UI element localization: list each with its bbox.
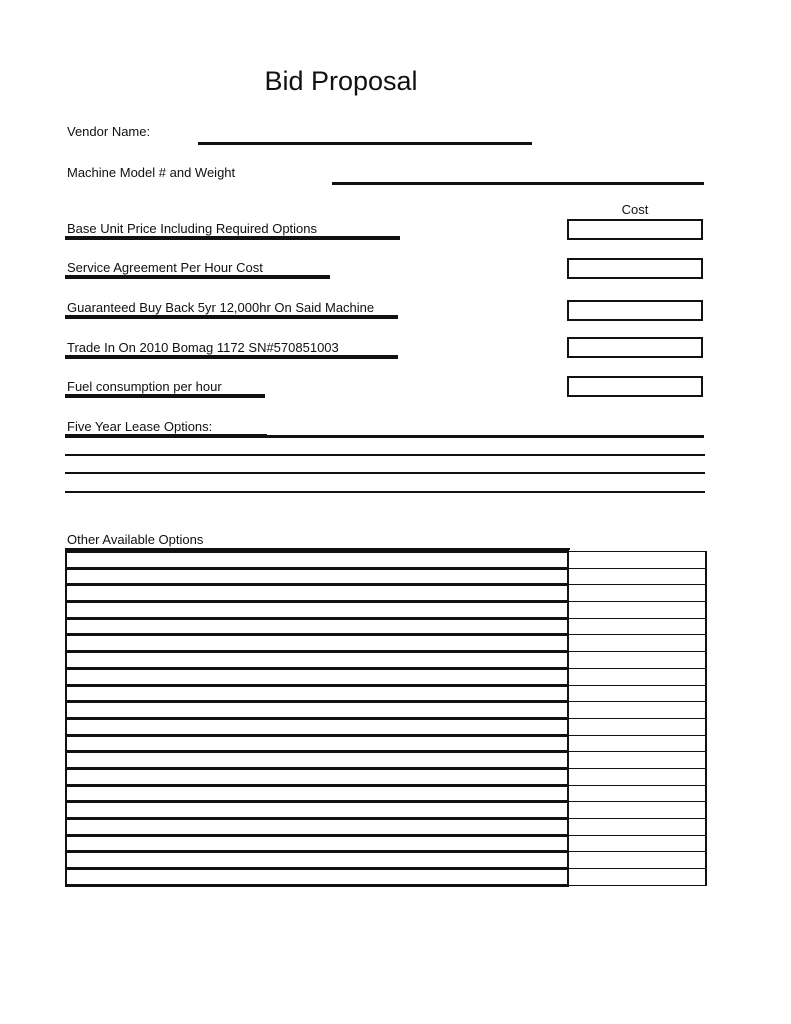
option-description-cell[interactable]: [66, 869, 568, 886]
option-cost-cell[interactable]: [568, 585, 706, 602]
option-cost-cell[interactable]: [568, 735, 706, 752]
option-description-cell[interactable]: [66, 585, 568, 602]
guaranteed-buy-back-label: Guaranteed Buy Back 5yr 12,000hr On Said Machine: [67, 300, 375, 315]
option-cost-cell[interactable]: [568, 768, 706, 785]
option-cost-cell[interactable]: [568, 685, 706, 702]
guaranteed-buy-back-cost-box[interactable]: [567, 300, 703, 321]
trade-in-underline: [65, 355, 398, 359]
machine-model-label: Machine Model # and Weight: [67, 165, 236, 180]
option-description-cell[interactable]: [66, 635, 568, 652]
option-description-cell[interactable]: [66, 819, 568, 836]
vendor-name-input-line[interactable]: [198, 142, 532, 145]
option-row: [66, 718, 706, 735]
option-description-cell[interactable]: [66, 568, 568, 585]
option-row: [66, 635, 706, 652]
option-row: [66, 835, 706, 852]
option-description-cell[interactable]: [66, 752, 568, 769]
option-row: [66, 752, 706, 769]
base-unit-price-cost-box[interactable]: [567, 219, 703, 240]
option-description-cell[interactable]: [66, 768, 568, 785]
option-description-cell[interactable]: [66, 735, 568, 752]
option-description-cell[interactable]: [66, 785, 568, 802]
machine-model-input-line[interactable]: [332, 182, 704, 185]
five-year-lease-label: Five Year Lease Options:: [67, 419, 213, 434]
option-row: [66, 602, 706, 619]
option-row: [66, 802, 706, 819]
option-row: [66, 568, 706, 585]
option-description-cell[interactable]: [66, 668, 568, 685]
option-row: [66, 768, 706, 785]
fuel-consumption-underline: [65, 394, 265, 398]
option-row: [66, 668, 706, 685]
option-cost-cell[interactable]: [568, 618, 706, 635]
option-cost-cell[interactable]: [568, 752, 706, 769]
option-cost-cell[interactable]: [568, 552, 706, 569]
lease-option-line-2[interactable]: [65, 454, 705, 456]
option-row: [66, 869, 706, 886]
option-row: [66, 652, 706, 669]
fuel-consumption-cost-box[interactable]: [567, 376, 703, 397]
option-description-cell[interactable]: [66, 835, 568, 852]
service-agreement-label: Service Agreement Per Hour Cost: [67, 260, 263, 275]
option-cost-cell[interactable]: [568, 869, 706, 886]
base-unit-price-underline: [65, 236, 400, 240]
trade-in-cost-box[interactable]: [567, 337, 703, 358]
service-agreement-underline: [65, 275, 330, 279]
option-cost-cell[interactable]: [568, 802, 706, 819]
option-description-cell[interactable]: [66, 552, 568, 569]
options-table: [65, 550, 707, 887]
option-description-cell[interactable]: [66, 685, 568, 702]
lease-option-line-3[interactable]: [65, 472, 705, 474]
guaranteed-buy-back-underline: [65, 315, 398, 319]
option-cost-cell[interactable]: [568, 718, 706, 735]
option-row: [66, 819, 706, 836]
vendor-name-label: Vendor Name:: [67, 124, 151, 139]
option-row: [66, 785, 706, 802]
option-row: [66, 852, 706, 869]
option-description-cell[interactable]: [66, 852, 568, 869]
page-title: Bid Proposal: [264, 66, 418, 96]
option-description-cell[interactable]: [66, 602, 568, 619]
fuel-consumption-label: Fuel consumption per hour: [67, 379, 222, 394]
option-description-cell[interactable]: [66, 718, 568, 735]
five-year-lease-underline: [65, 434, 267, 438]
option-cost-cell[interactable]: [568, 568, 706, 585]
option-row: [66, 735, 706, 752]
other-available-options-label: Other Available Options: [67, 532, 204, 547]
option-row: [66, 702, 706, 719]
option-description-cell[interactable]: [66, 652, 568, 669]
option-cost-cell[interactable]: [568, 602, 706, 619]
option-description-cell[interactable]: [66, 618, 568, 635]
option-cost-cell[interactable]: [568, 819, 706, 836]
option-cost-cell[interactable]: [568, 835, 706, 852]
option-row: [66, 685, 706, 702]
base-unit-price-label: Base Unit Price Including Required Options: [67, 221, 318, 236]
option-description-cell[interactable]: [66, 802, 568, 819]
options-table-body: [66, 552, 706, 886]
cost-column-header: Cost: [621, 202, 649, 217]
option-row: [66, 618, 706, 635]
option-cost-cell[interactable]: [568, 702, 706, 719]
option-cost-cell[interactable]: [568, 668, 706, 685]
option-cost-cell[interactable]: [568, 635, 706, 652]
option-row: [66, 552, 706, 569]
option-cost-cell[interactable]: [568, 852, 706, 869]
option-row: [66, 585, 706, 602]
trade-in-label: Trade In On 2010 Bomag 1172 SN#570851003: [67, 340, 339, 355]
option-description-cell[interactable]: [66, 702, 568, 719]
lease-option-line-4[interactable]: [65, 491, 705, 493]
option-cost-cell[interactable]: [568, 785, 706, 802]
service-agreement-cost-box[interactable]: [567, 258, 703, 279]
option-cost-cell[interactable]: [568, 652, 706, 669]
lease-option-line-1[interactable]: [267, 435, 704, 438]
